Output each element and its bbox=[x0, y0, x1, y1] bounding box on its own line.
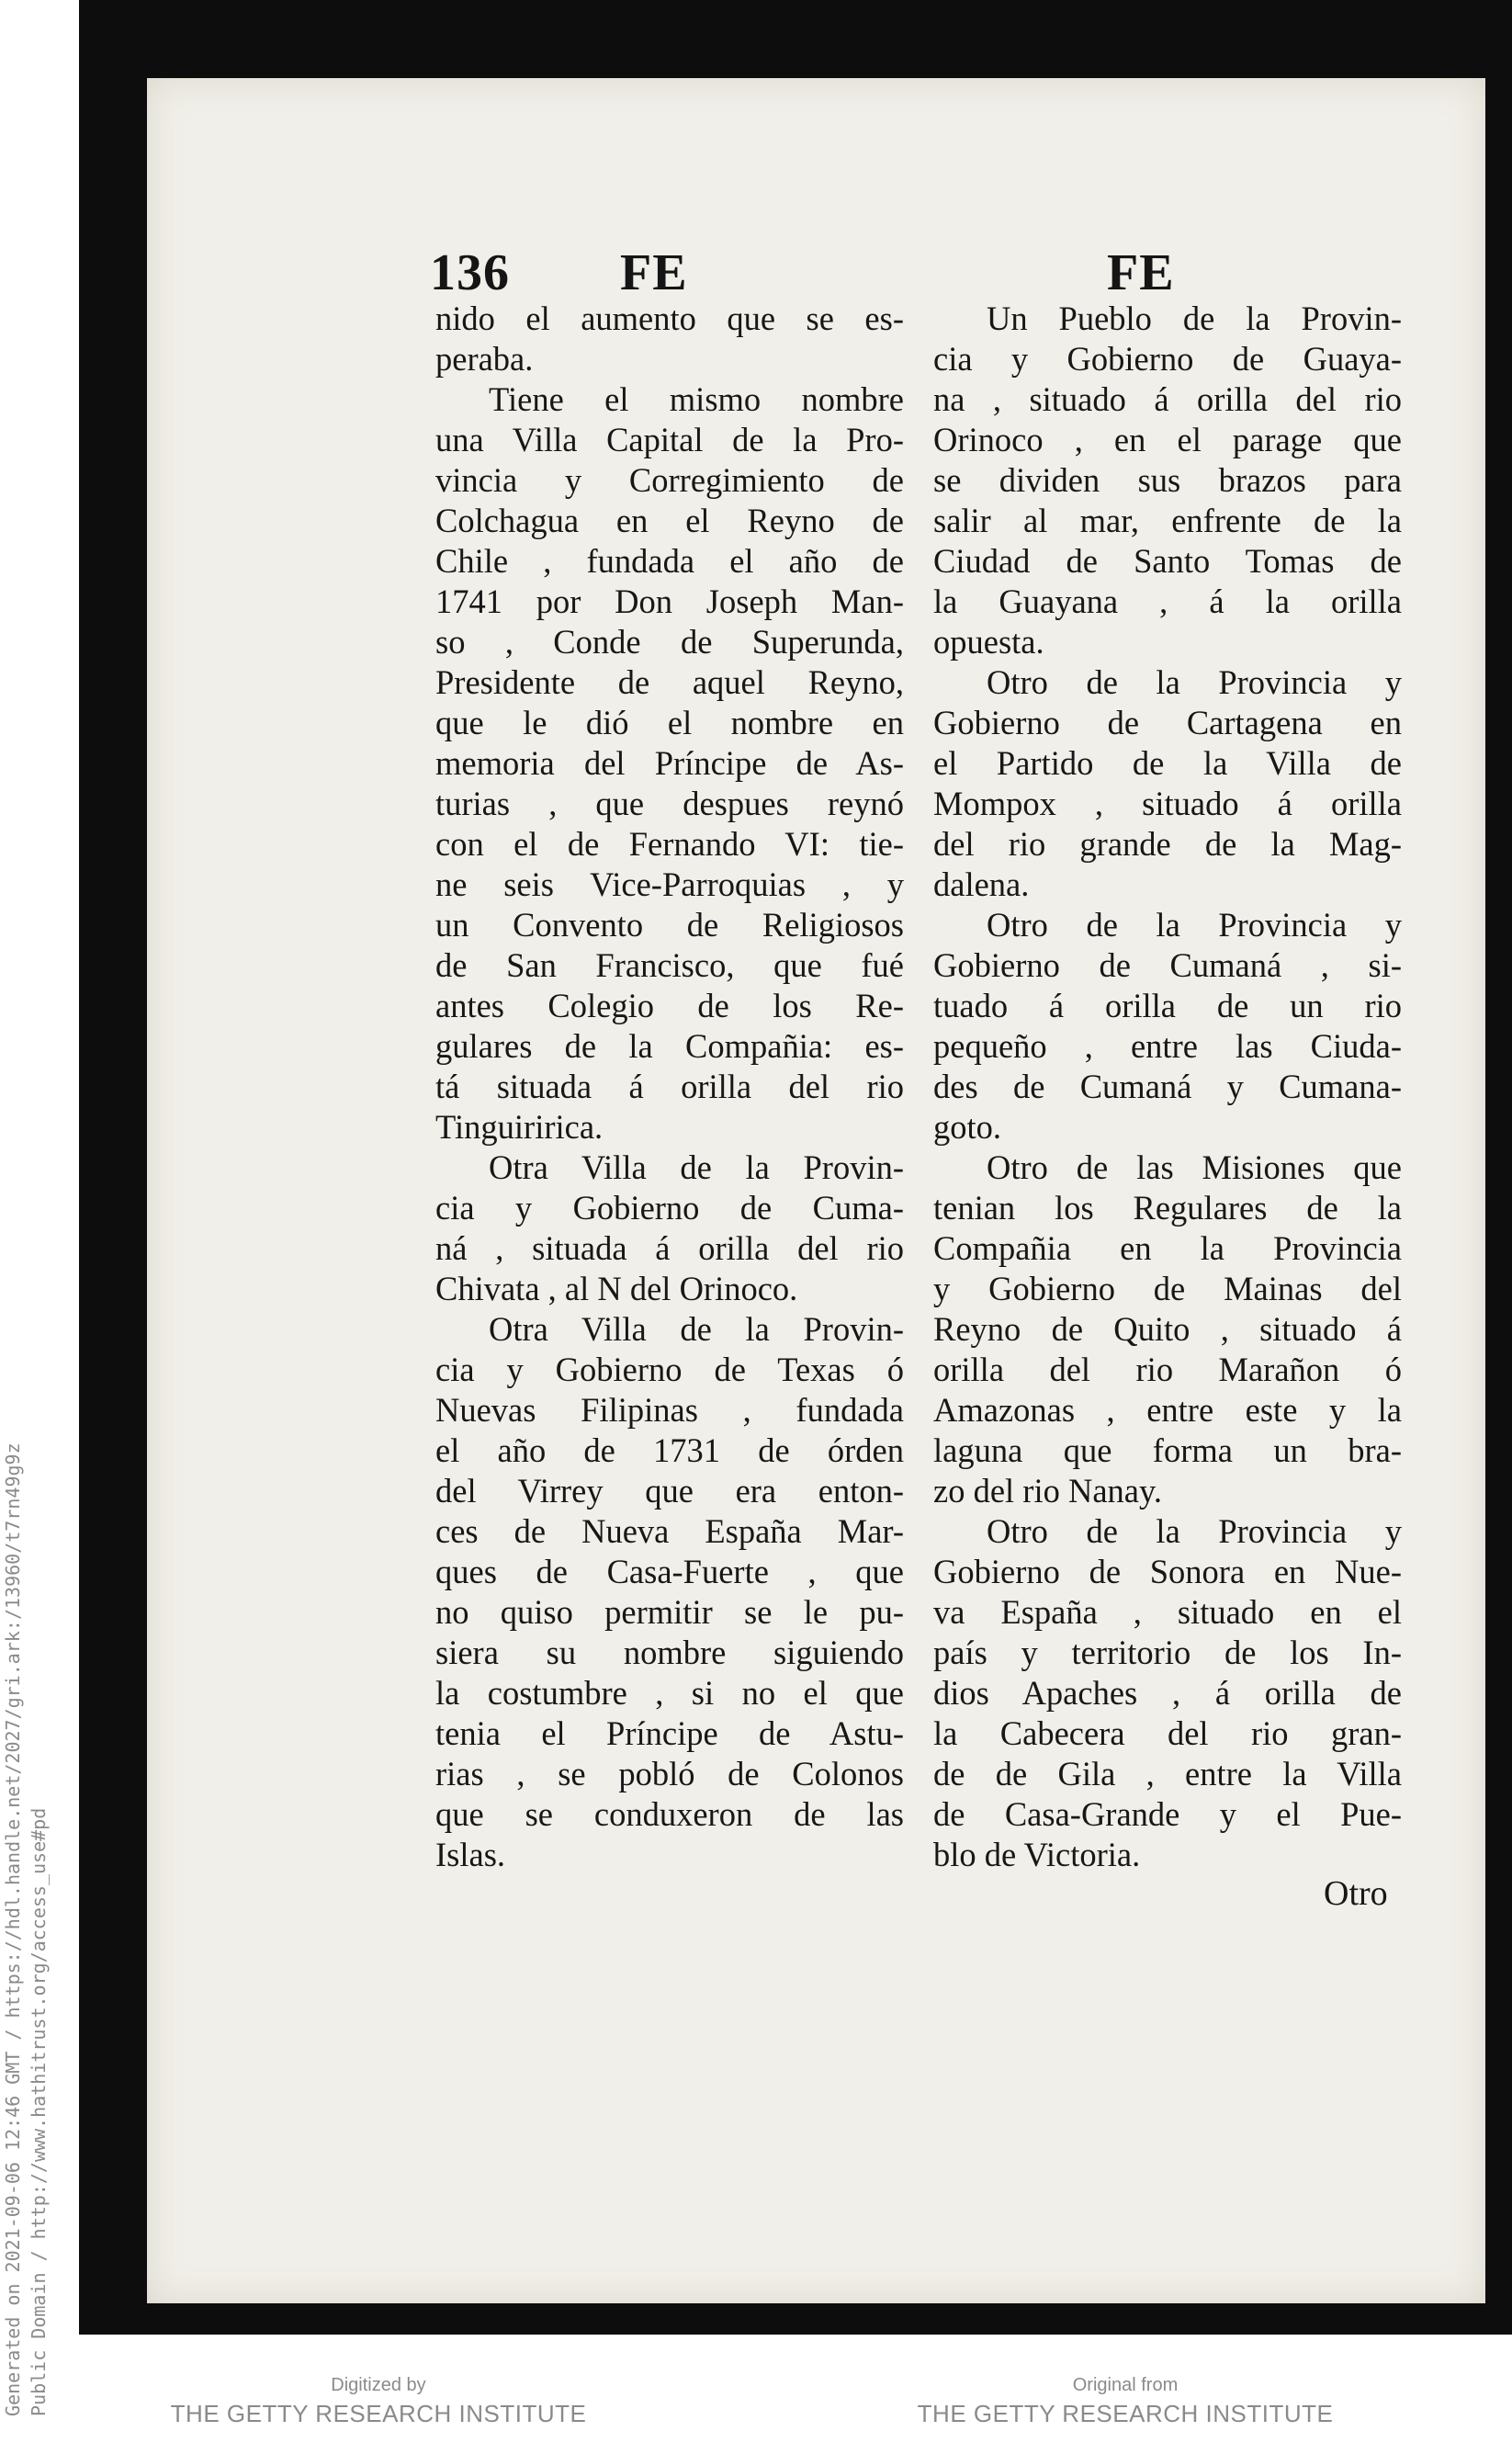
text-line: la Cabecera del rio gran- bbox=[933, 1714, 1402, 1752]
text-line: laguna que forma un bra- bbox=[933, 1431, 1402, 1469]
text-line: la Guayana , á la orilla bbox=[933, 582, 1402, 620]
text-line: ná , situada á orilla del rio bbox=[435, 1229, 904, 1267]
text-line: con el de Fernando VI: tie- bbox=[435, 825, 904, 863]
text-line: 1741 por Don Joseph Man- bbox=[435, 582, 904, 620]
digitized-by-label: Digitized by bbox=[331, 2375, 426, 2395]
text-line: Tiene el mismo nombre bbox=[489, 380, 904, 418]
text-line: Chile , fundada el año de bbox=[435, 542, 904, 580]
text-line: Otra Villa de la Provin- bbox=[489, 1310, 904, 1348]
text-line: cia y Gobierno de Guaya- bbox=[933, 340, 1402, 378]
text-line: tuado á orilla de un rio bbox=[933, 987, 1402, 1024]
text-line: no quiso permitir se le pu- bbox=[435, 1593, 904, 1631]
text-line: va España , situado en el bbox=[933, 1593, 1402, 1631]
text-line: una Villa Capital de la Pro- bbox=[435, 421, 904, 458]
text-line: pequeño , entre las Ciuda- bbox=[933, 1027, 1402, 1065]
text-line: ne seis Vice-Parroquias , y bbox=[435, 865, 904, 903]
text-line: Tinguiririca. bbox=[435, 1108, 604, 1146]
text-line: rias , se pobló de Colonos bbox=[435, 1755, 904, 1792]
text-line: Orinoco , en el parage que bbox=[933, 421, 1402, 458]
text-line: Otro de la Provincia y bbox=[987, 1512, 1402, 1550]
text-line: blo de Victoria. bbox=[933, 1836, 1141, 1873]
text-line: Gobierno de Sonora en Nue- bbox=[933, 1553, 1402, 1590]
text-line: ques de Casa-Fuerte , que bbox=[435, 1553, 904, 1590]
text-line: Nuevas Filipinas , fundada bbox=[435, 1391, 904, 1429]
text-line: el año de 1731 de órden bbox=[435, 1431, 904, 1469]
text-line: del Virrey que era enton- bbox=[435, 1472, 904, 1510]
text-line: orilla del rio Marañon ó bbox=[933, 1351, 1402, 1388]
text-line: peraba. bbox=[435, 340, 534, 378]
text-line: Ciudad de Santo Tomas de bbox=[933, 542, 1402, 580]
page-number: 136 bbox=[430, 244, 510, 301]
text-line: país y territorio de los In- bbox=[933, 1634, 1402, 1671]
text-line: cia y Gobierno de Texas ó bbox=[435, 1351, 904, 1388]
text-line: Gobierno de Cartagena en bbox=[933, 704, 1402, 741]
text-line: Reyno de Quito , situado á bbox=[933, 1310, 1402, 1348]
original-from-label: Original from bbox=[1072, 2375, 1179, 2395]
text-line: Islas. bbox=[435, 1836, 506, 1873]
left-text-column bbox=[435, 299, 904, 1875]
right-text-column bbox=[933, 299, 1402, 1875]
text-line: tá situada á orilla del rio bbox=[435, 1068, 904, 1105]
text-line: Gobierno de Cumaná , si- bbox=[933, 946, 1402, 984]
text-line: y Gobierno de Mainas del bbox=[933, 1270, 1402, 1307]
text-line: antes Colegio de los Re- bbox=[435, 987, 904, 1024]
text-line: na , situado á orilla del rio bbox=[933, 380, 1402, 418]
text-line: Otro de la Provincia y bbox=[987, 663, 1402, 701]
text-line: des de Cumaná y Cumana- bbox=[933, 1068, 1402, 1105]
text-line: que le dió el nombre en bbox=[435, 704, 904, 741]
text-line: dios Apaches , á orilla de bbox=[933, 1674, 1402, 1712]
text-line: memoria del Príncipe de As- bbox=[435, 744, 904, 782]
text-line: de Casa-Grande y el Pue- bbox=[933, 1795, 1402, 1833]
margin-provenance-note bbox=[0, 1176, 51, 2416]
source-institution: THE GETTY RESEARCH INSTITUTE bbox=[917, 2400, 1334, 2427]
text-line: Amazonas , entre este y la bbox=[933, 1391, 1402, 1429]
text-line: Compañia en la Provincia bbox=[933, 1229, 1402, 1267]
text-line: se dividen sus brazos para bbox=[933, 461, 1402, 499]
catchword: Otro bbox=[1324, 1874, 1388, 1913]
text-line: gulares de la Compañia: es- bbox=[435, 1027, 904, 1065]
text-line: tenian los Regulares de la bbox=[933, 1189, 1402, 1227]
text-line: Otro de la Provincia y bbox=[987, 906, 1402, 944]
text-line: dalena. bbox=[933, 865, 1030, 903]
text-line: salir al mar, enfrente de la bbox=[933, 502, 1402, 539]
text-line: que se conduxeron de las bbox=[435, 1795, 904, 1833]
left-running-head: FE bbox=[620, 244, 688, 301]
digitizer-institution: THE GETTY RESEARCH INSTITUTE bbox=[170, 2400, 587, 2427]
text-line: el Partido de la Villa de bbox=[933, 744, 1402, 782]
text-line: Colchagua en el Reyno de bbox=[435, 502, 904, 539]
text-line: de de Gila , entre la Villa bbox=[933, 1755, 1402, 1792]
text-line: opuesta. bbox=[933, 623, 1044, 661]
original-from-credit bbox=[905, 2373, 1346, 2430]
text-line: zo del rio Nanay. bbox=[933, 1472, 1162, 1510]
text-line: Presidente de aquel Reyno, bbox=[435, 663, 904, 701]
text-line: un Convento de Religiosos bbox=[435, 906, 904, 944]
text-line: ces de Nueva España Mar- bbox=[435, 1512, 904, 1550]
text-line: so , Conde de Superunda, bbox=[435, 623, 904, 661]
text-line: Mompox , situado á orilla bbox=[933, 785, 1402, 822]
text-line: siera su nombre siguiendo bbox=[435, 1634, 904, 1671]
text-line: cia y Gobierno de Cuma- bbox=[435, 1189, 904, 1227]
text-line: tenia el Príncipe de Astu- bbox=[435, 1714, 904, 1752]
margin-note-line: Generated on 2021-09-06 12:46 GMT / https://hdl.handle.net/2027/gri.ark:/13960/t7rn49g9z bbox=[2, 1442, 24, 2416]
text-line: Chivata , al N del Orinoco. bbox=[435, 1270, 798, 1307]
text-line: la costumbre , si no el que bbox=[435, 1674, 904, 1712]
text-line: turias , que despues reynó bbox=[435, 785, 904, 822]
text-line: del rio grande de la Mag- bbox=[933, 825, 1402, 863]
text-line: nido el aumento que se es- bbox=[435, 300, 904, 337]
right-running-head: FE bbox=[1107, 244, 1175, 301]
text-line: Otra Villa de la Provin- bbox=[489, 1148, 904, 1186]
text-line: Otro de las Misiones que bbox=[987, 1148, 1402, 1186]
margin-note-line: Public Domain / http://www.hathitrust.org/access_use#pd bbox=[28, 1807, 50, 2416]
text-line: de San Francisco, que fué bbox=[435, 946, 904, 984]
text-line: goto. bbox=[933, 1108, 1002, 1146]
text-line: Un Pueblo de la Provin- bbox=[987, 300, 1402, 337]
text-line: vincia y Corregimiento de bbox=[435, 461, 904, 499]
digitized-by-credit bbox=[158, 2373, 599, 2430]
